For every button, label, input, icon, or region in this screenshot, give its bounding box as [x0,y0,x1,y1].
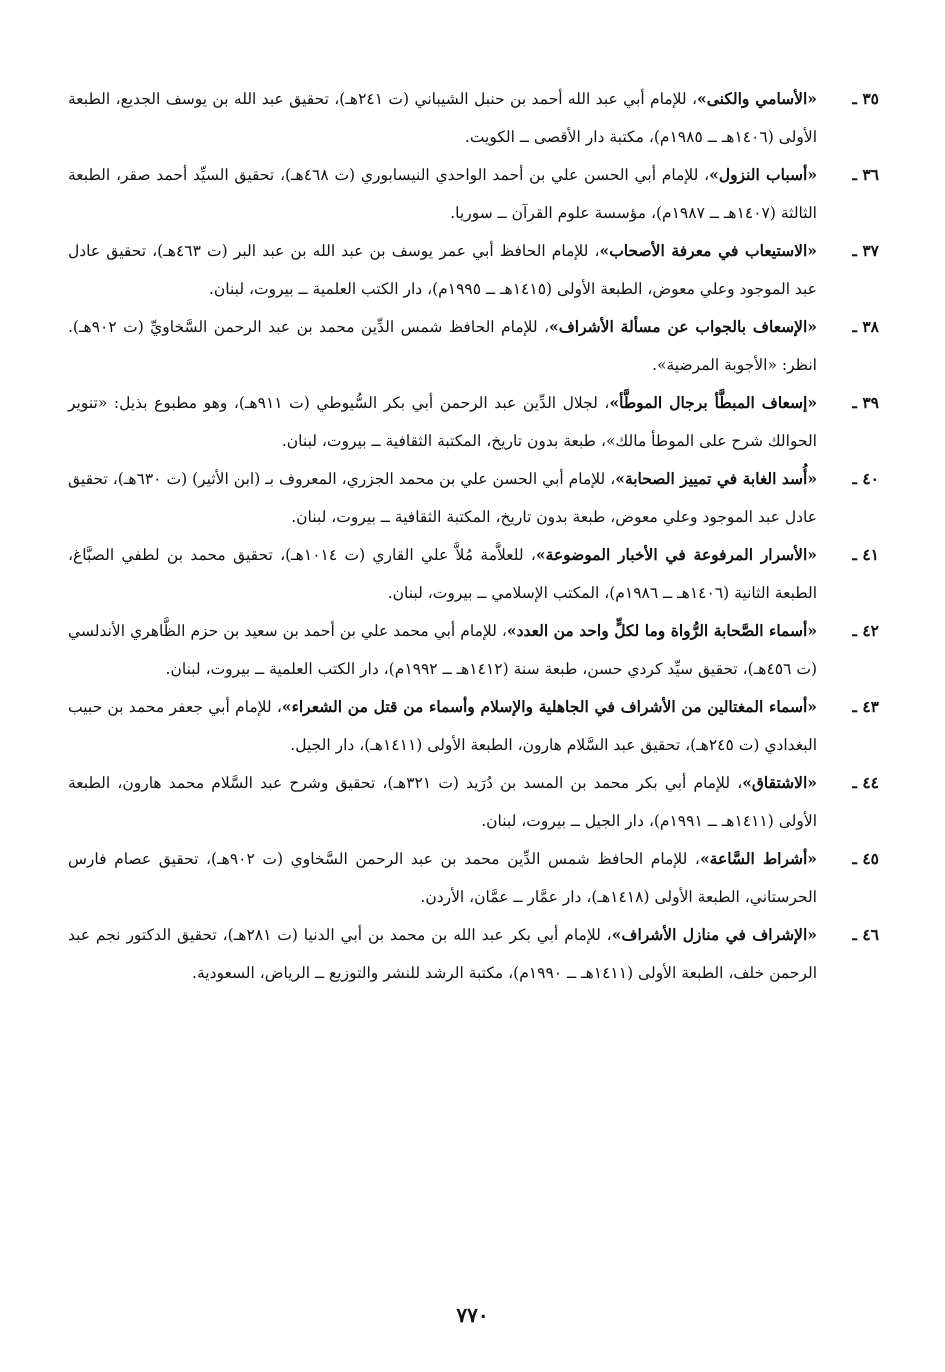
entry-title: «الاشتقاق» [742,773,817,792]
entry-text: ، للإمام أبي بكر عبد الله بن محمد بن أبي الدنيا (ت ٢٨١هـ)، تحقيق الدكتور نجم عبد الرحمن خلف، الطبعة الأولى (١٤١١هـ ــ ١٩٩٠م)، مكتبة الرشد للنشر والتوزيع ــ الرياض، السعودية. [68,926,817,982]
bibliography-entry-40 [68,460,879,536]
entry-title: «أسماء المغتالين من الأشراف في الجاهلية والإسلام وأسماء من قتل من الشعراء» [281,697,817,716]
bibliography-entry-46 [68,916,879,992]
entry-text: ، للإمام أبي عبد الله أحمد بن حنبل الشيباني (ت ٢٤١هـ)، تحقيق عبد الله بن يوسف الجديع، الطبعة الأولى (١٤٠٦هـ ــ ١٩٨٥م)، مكتبة دار الأقصى ــ الكويت. [68,90,817,146]
bibliography-entry-43 [68,688,879,764]
entry-number: ٤٢ ـ [852,621,879,640]
entry-number: ٤٣ ـ [852,697,879,716]
entry-text: ، للإمام أبي الحسن علي بن محمد الجزري، المعروف بـ (ابن الأثير) (ت ٦٣٠هـ)، تحقيق عادل عبد الموجود وعلي معوض، طبعة بدون تاريخ، المكتبة الثقافية ــ بيروت، لبنان. [68,470,817,526]
bibliography-entry-45 [68,840,879,916]
bibliography-entry-36 [68,156,879,232]
entry-text: ، للعلاَّمة مُلاَّ علي القاري (ت ١٠١٤هـ)، تحقيق محمد بن لطفي الصبَّاغ، الطبعة الثانية (١٤٠٦هـ ــ ١٩٨٦م)، المكتب الإسلامي ــ بيروت، لبنان. [68,546,817,602]
page-number: ٧٧٠ [456,1303,489,1327]
entry-text: ، للإمام أبي الحسن علي بن أحمد الواحدي النيسابوري (ت ٤٦٨هـ)، تحقيق السيِّد أحمد صقر، الطبعة الثالثة (١٤٠٧هـ ــ ١٩٨٧م)، مؤسسة علوم القرآن ــ سوريا. [68,166,817,222]
entry-number: ٤٤ ـ [852,773,879,792]
entry-text: ، للإمام الحافظ أبي عمر يوسف بن عبد الله بن عبد البر (ت ٤٦٣هـ)، تحقيق عادل عبد الموجود وعلي معوض، الطبعة الأولى (١٤١٥هـ ــ ١٩٩٥م)، دار الكتب العلمية ــ بيروت، لبنان. [68,242,817,298]
entry-title: «أشراط السَّاعة» [699,849,817,868]
entry-title: «إسعاف المبطَّأ برجال الموطَّأ» [609,393,818,412]
entry-text: ، للإمام أبي محمد علي بن أحمد بن سعيد بن حزم الظَّاهري الأندلسي (ت ٤٥٦هـ)، تحقيق سيِّد كردي حسن، طبعة سنة (١٤١٢هـ ــ ١٩٩٢م)، دار الكتب العلمية ــ بيروت، لبنان. [68,622,817,678]
entry-number: ٤٦ ـ [852,925,879,944]
entry-title: «أُسد الغابة في تمييز الصحابة» [615,469,818,488]
bibliography-entry-39 [68,384,879,460]
entry-title: «الاستيعاب في معرفة الأصحاب» [599,241,817,260]
bibliography-entry-42 [68,612,879,688]
entry-number: ٣٦ ـ [852,165,879,184]
entry-text: ، للإمام أبي بكر محمد بن المسد بن دُرَيد (ت ٣٢١هـ)، تحقيق وشرح عبد السَّلام محمد هارون، الطبعة الأولى (١٤١١هـ ــ ١٩٩١م)، دار الجيل ــ بيروت، لبنان. [68,774,817,830]
entry-title: «الإسعاف بالجواب عن مسألة الأشراف» [549,317,817,336]
entry-text: ، للإمام أبي جعفر محمد بن حبيب البغدادي (ت ٢٤٥هـ)، تحقيق عبد السَّلام هارون، الطبعة الأولى (١٤١١هـ)، دار الجيل. [68,698,817,754]
bibliography-entry-35 [68,80,879,156]
entry-title: «الأسرار المرفوعة في الأخبار الموضوعة» [535,545,817,564]
bibliography-entry-44 [68,764,879,840]
entry-text: ، للإمام الحافظ شمس الدِّين محمد بن عبد الرحمن السَّخاويِّ (ت ٩٠٢هـ). انظر: «الأجوبة المرضية». [68,318,817,374]
entry-title: «الأسامي والكنى» [697,89,817,108]
entry-text: ، لجلال الدِّين عبد الرحمن أبي بكر السُّيوطي (ت ٩١١هـ)، وهو مطبوع بذيل: «تنوير الحوالك شرح على الموطأ مالك»، طبعة بدون تاريخ، المكتبة الثقافية ــ بيروت، لبنان. [68,394,817,450]
entry-title: «أسماء الصَّحابة الرُّواة وما لكلٍّ واحد من العدد» [506,621,818,640]
entry-title: «الإشراف في منازل الأشراف» [611,925,817,944]
entry-number: ٣٥ ـ [852,89,879,108]
entry-number: ٣٨ ـ [852,317,879,336]
entry-number: ٤٠ ـ [852,469,879,488]
bibliography-entry-41 [68,536,879,612]
entry-title: «أسباب النزول» [709,165,818,184]
entry-number: ٣٧ ـ [852,241,879,260]
entry-number: ٣٩ ـ [852,393,879,412]
entry-text: ، للإمام الحافظ شمس الدِّين محمد بن عبد الرحمن السَّخاوي (ت ٩٠٢هـ)، تحقيق عصام فارس الحرستاني، الطبعة الأولى (١٤١٨هـ)، دار عمَّار ــ عمَّان، الأردن. [68,850,817,906]
bibliography-list [68,80,879,992]
entry-number: ٤١ ـ [852,545,879,564]
bibliography-entry-37 [68,232,879,308]
bibliography-entry-38 [68,308,879,384]
entry-number: ٤٥ ـ [852,849,879,868]
